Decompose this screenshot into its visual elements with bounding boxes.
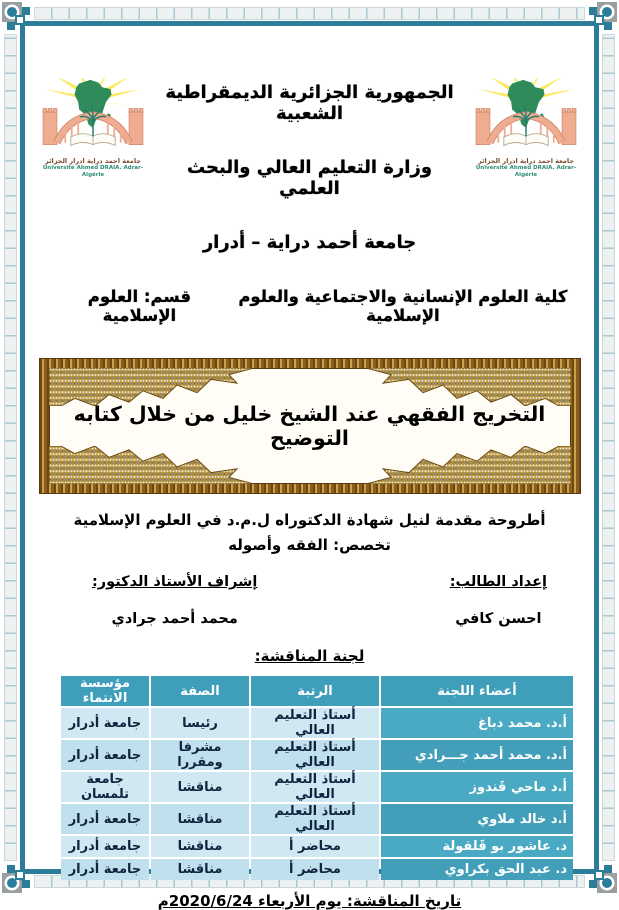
- member-role: مشرفا ومقررا: [151, 740, 249, 770]
- university-logo-left: [34, 78, 152, 179]
- faculty-name: كلية العلوم الإنسانية والاجتماعية والعلوم الإسلامية: [238, 287, 568, 325]
- faculty-department-row: [30, 287, 589, 325]
- logo-caption-arabic: جامعة احمد دراية ادرار الجزائر: [478, 157, 574, 165]
- member-role: مناقشا: [151, 859, 249, 880]
- thesis-cover-page: [30, 30, 589, 910]
- member-role: مناقشا: [151, 772, 249, 802]
- thesis-degree-line: أطروحة مقدمة لنيل شهادة الدكتوراه ل.م.د في العلوم الإسلامية: [73, 511, 546, 529]
- thesis-title: التخريج الفقهي عند الشيخ خليل من خلال كتابه التوضيح: [73, 402, 546, 450]
- header-row: [30, 78, 589, 253]
- committee-row: [61, 836, 573, 857]
- university-emblem-icon: [37, 78, 149, 152]
- member-name: أ.د ماحي قَندوز: [381, 772, 573, 802]
- student-name: احسن كافي: [455, 611, 542, 627]
- republic-title: الجمهورية الجزائرية الديمقراطية الشعبية: [165, 82, 454, 124]
- member-institution: جامعة أدرار: [61, 859, 149, 880]
- ministry-title: وزارة التعليم العالي والبحث العلمي: [186, 157, 433, 199]
- member-institution: جامعة تلمسان: [61, 772, 149, 802]
- member-role: مناقشا: [151, 836, 249, 857]
- column-members: أعضاء اللجنة: [381, 676, 573, 706]
- university-logo-right: [467, 78, 585, 179]
- committee-row: [61, 772, 573, 802]
- committee-header-row: [61, 676, 573, 706]
- logo-caption-arabic: جامعة احمد دراية ادرار الجزائر: [45, 157, 141, 165]
- member-institution: جامعة أدرار: [61, 836, 149, 857]
- logo-caption-french: Université Ahmed DRAIA. Adrar-Algérie: [475, 165, 577, 179]
- committee-heading: لجنة المناقشة:: [254, 647, 365, 665]
- student-label: إعداد الطالب:: [449, 574, 547, 590]
- header-text-block: [152, 78, 467, 253]
- member-name: د. عبد الحق بكراوي: [381, 859, 573, 880]
- university-title: جامعة أحمد دراية – أدرار: [202, 232, 417, 253]
- column-institution: مؤسسة الانتماء: [61, 676, 149, 706]
- committee-row: [61, 708, 573, 738]
- department-name: قسم: العلوم الإسلامية: [87, 287, 191, 325]
- member-name: أ.د خالد ملاوي: [381, 804, 573, 834]
- member-rank: محاضر أ: [251, 859, 379, 880]
- student-block: [450, 574, 547, 627]
- member-role: مناقشا: [151, 804, 249, 834]
- member-rank: محاضر أ: [251, 836, 379, 857]
- member-institution: جامعة أدرار: [61, 804, 149, 834]
- member-rank: أستاذ التعليم العالي: [251, 708, 379, 738]
- member-name: د. عاشور بو قَلقولة: [381, 836, 573, 857]
- supervisor-block: [92, 574, 257, 627]
- member-rank: أستاذ التعليم العالي: [251, 772, 379, 802]
- member-name: أ.د. محمد أحمد جـــرادي: [381, 740, 573, 770]
- title-ornate-frame: [40, 359, 580, 493]
- committee-table: [59, 674, 575, 882]
- border-strip-top: [34, 7, 585, 20]
- logo-caption-french: Université Ahmed DRAIA. Adrar-Algérie: [42, 165, 144, 179]
- border-strip-left: [4, 34, 17, 861]
- member-institution: جامعة أدرار: [61, 708, 149, 738]
- supervisor-name: محمد أحمد جرادي: [111, 611, 238, 627]
- member-institution: جامعة أدرار: [61, 740, 149, 770]
- member-rank: أستاذ التعليم العالي: [251, 804, 379, 834]
- member-name: أ.د. محمد دباغ: [381, 708, 573, 738]
- committee-row: [61, 740, 573, 770]
- committee-row: [61, 859, 573, 880]
- column-role: الصفة: [151, 676, 249, 706]
- defense-date: تاريخ المناقشة: يوم الأربعاء 2020/6/24م: [157, 892, 462, 910]
- member-role: رئيسا: [151, 708, 249, 738]
- student-supervisor-row: [30, 574, 589, 627]
- committee-row: [61, 804, 573, 834]
- border-strip-right: [602, 34, 615, 861]
- university-emblem-icon: [470, 78, 582, 152]
- thesis-specialty-line: تخصص: الفقه وأصوله: [228, 536, 391, 554]
- supervisor-label: إشراف الأستاذ الدكتور:: [92, 574, 258, 590]
- column-rank: الرتبة: [251, 676, 379, 706]
- member-rank: أستاذ التعليم العالي: [251, 740, 379, 770]
